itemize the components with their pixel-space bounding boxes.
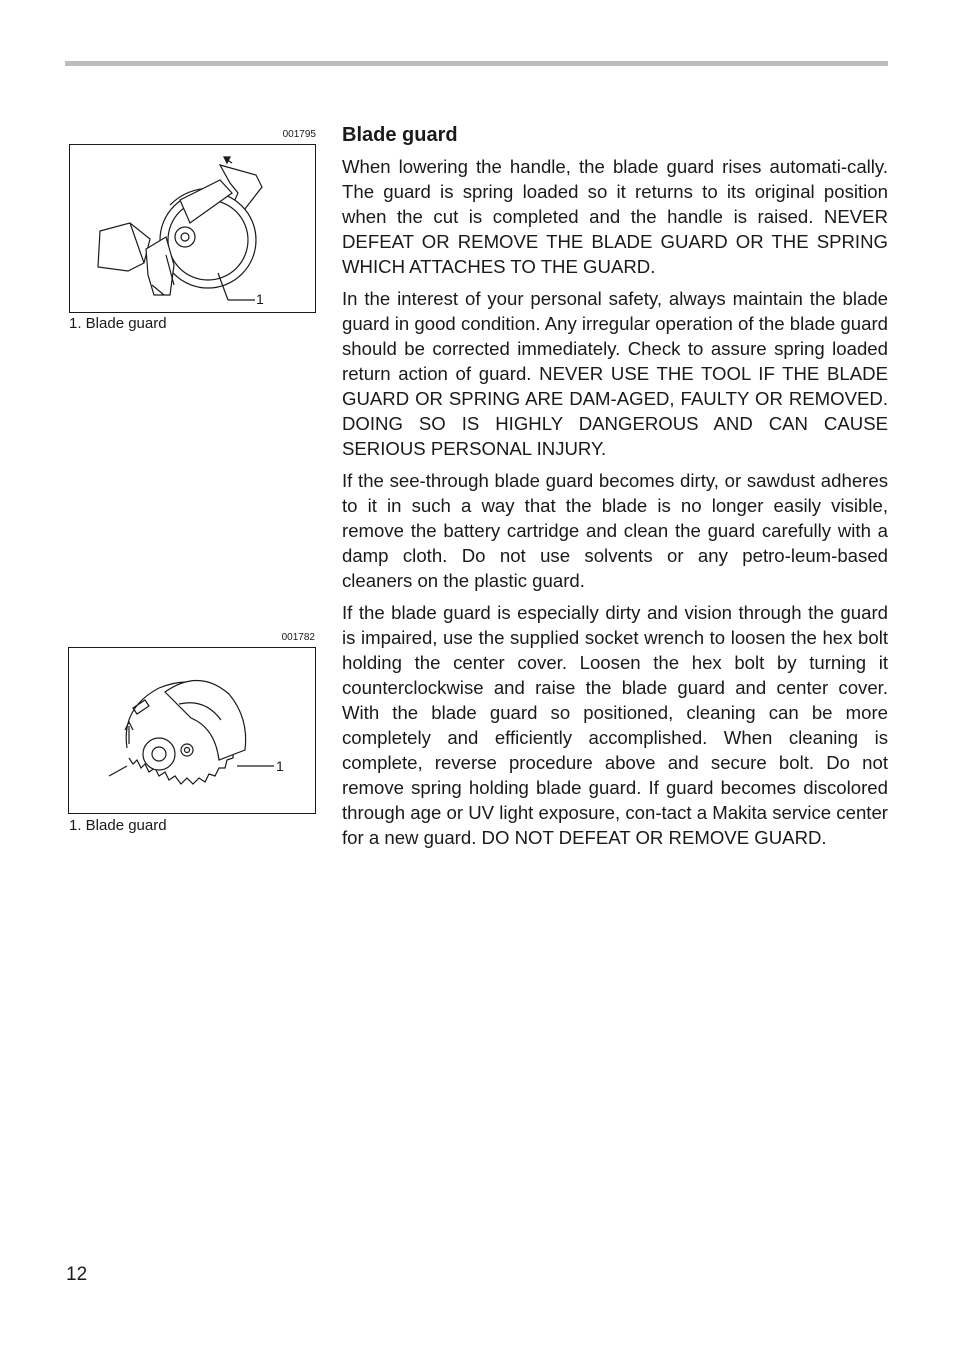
- figure-caption: 1. Blade guard: [69, 817, 167, 834]
- figure-code: 001795: [282, 129, 316, 140]
- figure-blade-guard: [68, 647, 316, 814]
- figure-miter-saw: [69, 144, 316, 313]
- callout-number: 1: [276, 758, 284, 774]
- page-number: 12: [66, 1264, 88, 1285]
- miter-saw-illustration: [70, 145, 314, 311]
- callout-number: 1: [256, 291, 264, 307]
- paragraph: When lowering the handle, the blade guard rises automati-cally. The guard is spring loaded so it returns to its original position when the cut is completed and the handle is raised. NEVER DEFEAT OR REMOVE THE BLADE GUARD OR THE SPRING WHICH ATTACHES TO THE GUARD.: [342, 156, 888, 277]
- header-rule: [65, 61, 888, 66]
- paragraph: If the blade guard is especially dirty and vision through the guard is impaired, use the supplied socket wrench to loosen the hex bolt holding the center cover. Loosen the hex bolt by turning it counterclockwise and raise the blade guard and center cover. With the blade guard so positioned, cleaning can be more completely and efficiently accomplished. When cleaning is complete, reverse procedure above and secure bolt. Do not remove spring holding blade guard. If guard becomes discolored through age or UV light exposure, con-tact a Makita service center for a new guard. DO NOT DEFEAT OR REMOVE GUARD.: [342, 602, 888, 848]
- figure-code: 001782: [281, 632, 315, 643]
- section-content: [342, 122, 888, 857]
- paragraph: In the interest of your personal safety, always maintain the blade guard in good condition. Any irregular operation of the blade guard should be corrected immediately. Check to assure spring loaded return action of guard. NEVER USE THE TOOL IF THE BLADE GUARD OR SPRING ARE DAM-AGED, FAULTY OR REMOVED. DOING SO IS HIGHLY DANGEROUS AND CAN CAUSE SERIOUS PERSONAL INJURY.: [342, 288, 888, 459]
- blade-guard-illustration: [69, 648, 314, 812]
- section-heading: Blade guard: [342, 124, 458, 146]
- paragraph: If the see-through blade guard becomes dirty, or sawdust adheres to it in such a way that the blade is no longer easily visible, remove the battery cartridge and clean the guard carefully with a damp cloth. Do not use solvents or any petro-leum-based cleaners on the plastic guard.: [342, 470, 888, 591]
- figure-caption: 1. Blade guard: [69, 315, 167, 332]
